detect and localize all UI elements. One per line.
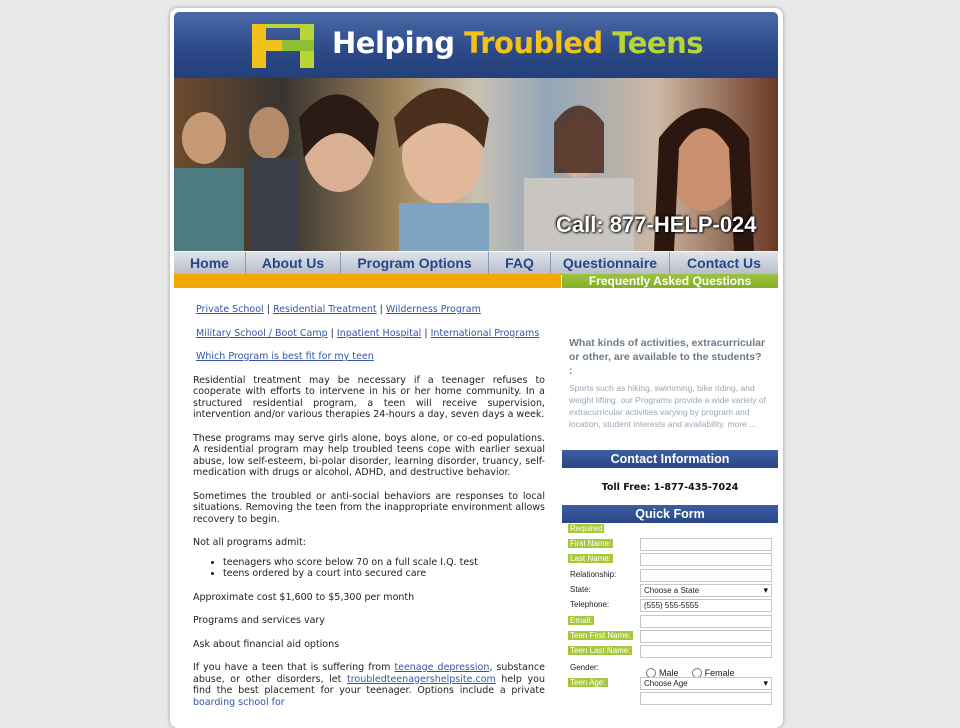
teen-last-name-field[interactable] xyxy=(640,645,772,658)
services-vary-text: Programs and services vary xyxy=(193,615,325,626)
title-word-helping: Helping xyxy=(332,26,455,60)
last-name-field[interactable] xyxy=(640,553,772,566)
sidebar xyxy=(562,292,778,688)
relationship-label: Relationship: xyxy=(570,570,617,579)
nav-home[interactable]: Home xyxy=(174,252,246,274)
link-boarding-school[interactable]: boarding school for xyxy=(193,696,285,708)
quick-form-heading: Quick Form xyxy=(562,505,778,523)
title-word-troubled: Troubled xyxy=(464,26,603,60)
telephone-field[interactable]: (555) 555-5555 xyxy=(640,599,772,612)
teen-age-select[interactable] xyxy=(640,677,772,690)
title-word-teens: Teens xyxy=(612,26,703,60)
nav-questionnaire[interactable]: Questionnaire xyxy=(551,252,670,274)
link-international-programs[interactable]: International Programs xyxy=(430,327,540,339)
teen-age-row xyxy=(562,677,778,692)
teen-first-name-label: Teen First Name: xyxy=(570,631,631,640)
gender-male-radio[interactable] xyxy=(646,668,656,678)
state-row xyxy=(562,584,778,599)
state-label: State: xyxy=(570,585,591,594)
help-text-3: help you find the best placement for your teenager. Options include a private xyxy=(193,673,546,696)
link-military-school[interactable]: Military School / Boot Camp xyxy=(196,327,328,339)
teen-last-name-row xyxy=(562,645,778,660)
state-select-value: Choose a State xyxy=(644,586,700,595)
orange-divider-bar xyxy=(174,274,561,288)
financial-aid-text: Ask about financial aid options xyxy=(193,638,340,650)
help-text-1: If you have a teen that is suffering from xyxy=(193,662,395,673)
teen-first-name-row xyxy=(562,630,778,645)
main-content xyxy=(193,304,545,720)
best-fit-row xyxy=(193,351,545,363)
relationship-row xyxy=(562,569,778,584)
link-teenage-depression[interactable]: teenage depression xyxy=(394,662,490,673)
faq-answer: Sports such as hiking, swimming, bike riding, and weight lifting. our Programs provide a wide variety of extracurricular activities varying by program and location, student interests and availability. more ... xyxy=(569,383,767,429)
link-private-school[interactable]: Private School xyxy=(196,304,264,315)
site-header xyxy=(174,12,778,78)
paragraph-residential: Residential treatment may be necessary if a teenager refuses to cooperate with efforts to intervene in his or her home community. In a structured residential program, a teen will receive supervision, intervention and/or various therapies 24-hours a day, seven days a week. xyxy=(193,374,545,420)
faq-question-suffix: : xyxy=(569,365,573,377)
main-nav xyxy=(174,251,778,275)
list-item: • teens ordered by a court into secured care xyxy=(223,568,545,580)
program-links-row-1: Private School | Residential Treatment | Wilderness Program xyxy=(196,304,481,315)
toll-free-number: Toll Free: 1-877-435-7024 xyxy=(601,482,739,493)
faq-question[interactable] xyxy=(569,336,771,378)
list-item: • teenagers who score below 70 on a full scale I.Q. test xyxy=(223,557,545,569)
paragraph-help xyxy=(193,662,545,708)
nav-about-us[interactable]: About Us xyxy=(246,252,341,274)
extra-field-row xyxy=(562,692,778,707)
nav-faq[interactable]: FAQ xyxy=(489,252,551,274)
gender-female-label: Female xyxy=(704,667,735,678)
link-site-name[interactable]: troubledteenagershelpsite.com xyxy=(346,673,496,685)
page-container xyxy=(170,8,783,728)
gender-row xyxy=(562,662,778,677)
help-text-2: , substance abuse, or other disorders, let xyxy=(193,662,545,685)
state-select[interactable] xyxy=(640,584,772,597)
contact-heading: Contact Information xyxy=(562,450,778,468)
teen-last-name-label: Teen Last Name: xyxy=(570,646,631,655)
teen-first-name-field[interactable] xyxy=(640,630,772,643)
paragraph-populations: These programs may serve girls alone, boys alone, or co-ed populations. A residential program may help troubled teens cope with earlier sexual abuse, low self-esteem, bi-polar disorder, learning disorder, truancy, self-medication with drugs or alcohol, ADHD, and destructive behavior. xyxy=(193,432,545,478)
required-label: Required xyxy=(570,524,603,533)
link-wilderness-program[interactable]: Wilderness Program xyxy=(385,304,481,315)
telephone-row xyxy=(562,599,778,614)
link-residential-treatment[interactable]: Residential Treatment xyxy=(272,304,377,315)
faq-question-text: What kinds of activities, extracurricular or other, are available to the students? xyxy=(569,337,766,363)
last-name-row xyxy=(562,553,778,568)
faq-heading: Frequently Asked Questions xyxy=(562,274,778,288)
gender-label: Gender: xyxy=(570,663,599,672)
h-logo-icon[interactable] xyxy=(252,24,314,68)
first-name-row xyxy=(562,538,778,553)
gender-male-label: Male xyxy=(659,667,679,678)
gender-female-radio[interactable] xyxy=(692,668,702,678)
paragraph-behaviors: Sometimes the troubled or anti-social behaviors are responses to local situations. Removing the teen from the inappropriate environment allows recovery to begin. xyxy=(193,490,545,525)
call-phone-banner[interactable]: Call: 877-HELP-024 xyxy=(556,212,757,237)
last-name-label: Last Name: xyxy=(570,554,611,563)
email-label: Email: xyxy=(570,616,593,625)
email-row xyxy=(562,615,778,630)
hero-banner xyxy=(174,78,778,251)
relationship-field[interactable] xyxy=(640,569,772,582)
link-inpatient-hospital[interactable]: Inpatient Hospital xyxy=(336,327,422,339)
nav-contact-us[interactable]: Contact Us xyxy=(687,255,761,271)
first-name-label: First Name: xyxy=(570,539,612,548)
program-links-row-2: Military School / Boot Camp | Inpatient Hospital | International Programs xyxy=(196,327,540,339)
teen-age-select-value: Choose Age xyxy=(644,679,688,688)
telephone-label: Telephone: xyxy=(570,600,610,609)
nav-program-options[interactable]: Program Options xyxy=(341,252,489,274)
additional-field[interactable] xyxy=(640,692,772,705)
first-name-field[interactable] xyxy=(640,538,772,551)
email-field[interactable] xyxy=(640,615,772,628)
required-row xyxy=(562,524,778,536)
cost-text: Approximate cost $1,600 to $5,300 per month xyxy=(193,591,415,603)
link-best-fit[interactable]: Which Program is best fit for my teen xyxy=(196,351,374,362)
admission-list xyxy=(193,557,545,580)
teen-age-label: Teen Age: xyxy=(570,678,606,687)
site-title xyxy=(332,26,703,60)
not-all-admit-text: Not all programs admit: xyxy=(193,537,306,548)
